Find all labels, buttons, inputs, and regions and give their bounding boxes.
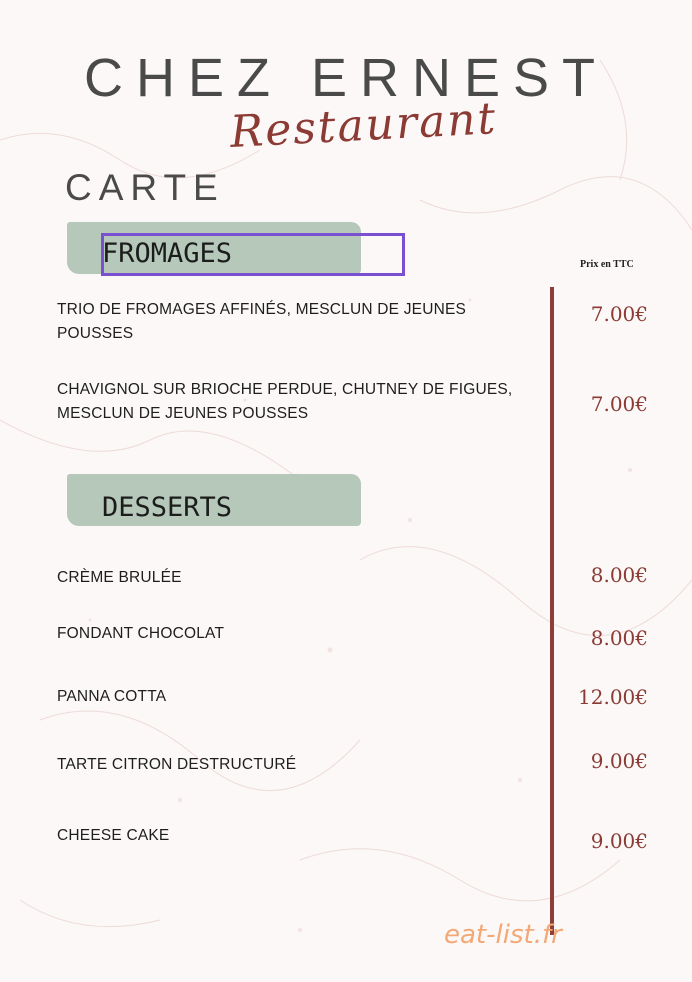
menu-item-price: 7.00€: [590, 392, 648, 416]
menu-item-name: PANNA COTTA: [57, 688, 167, 705]
selection-box[interactable]: [101, 233, 405, 276]
price-divider-line: [550, 287, 554, 935]
menu-item-name: FONDANT CHOCOLAT: [57, 625, 225, 642]
menu-item-name: CHEESE CAKE: [57, 827, 170, 844]
price-column-header: Prix en TTC: [580, 259, 634, 270]
section-title-fromages: FROMAGES: [102, 238, 233, 269]
menu-item-price: 8.00€: [590, 626, 648, 650]
menu-item-price: 8.00€: [590, 563, 648, 587]
menu-item-price: 7.00€: [590, 302, 648, 326]
menu-item-name: CRÈME BRULÉE: [57, 569, 182, 586]
menu-heading: CARTE: [65, 167, 225, 208]
menu-item-name: TARTE CITRON DESTRUCTURÉ: [57, 756, 297, 773]
restaurant-subtitle: Restaurant: [228, 93, 499, 158]
restaurant-name: CHEZ ERNEST: [83, 48, 609, 108]
menu-item-price: 9.00€: [590, 749, 648, 773]
menu-item-name: TRIO DE FROMAGES AFFINÉS, MESCLUN DE JEUNES POUSSES: [57, 301, 467, 342]
menu-item-price: 12.00€: [578, 685, 648, 709]
menu-item-price: 9.00€: [590, 829, 648, 853]
watermark-link[interactable]: eat-list.fr: [444, 920, 562, 950]
menu-item-name: CHAVIGNOL SUR BRIOCHE PERDUE, CHUTNEY DE FIGUES, MESCLUN DE JEUNES POUSSES: [57, 381, 513, 422]
section-title-desserts: DESSERTS: [102, 492, 233, 523]
